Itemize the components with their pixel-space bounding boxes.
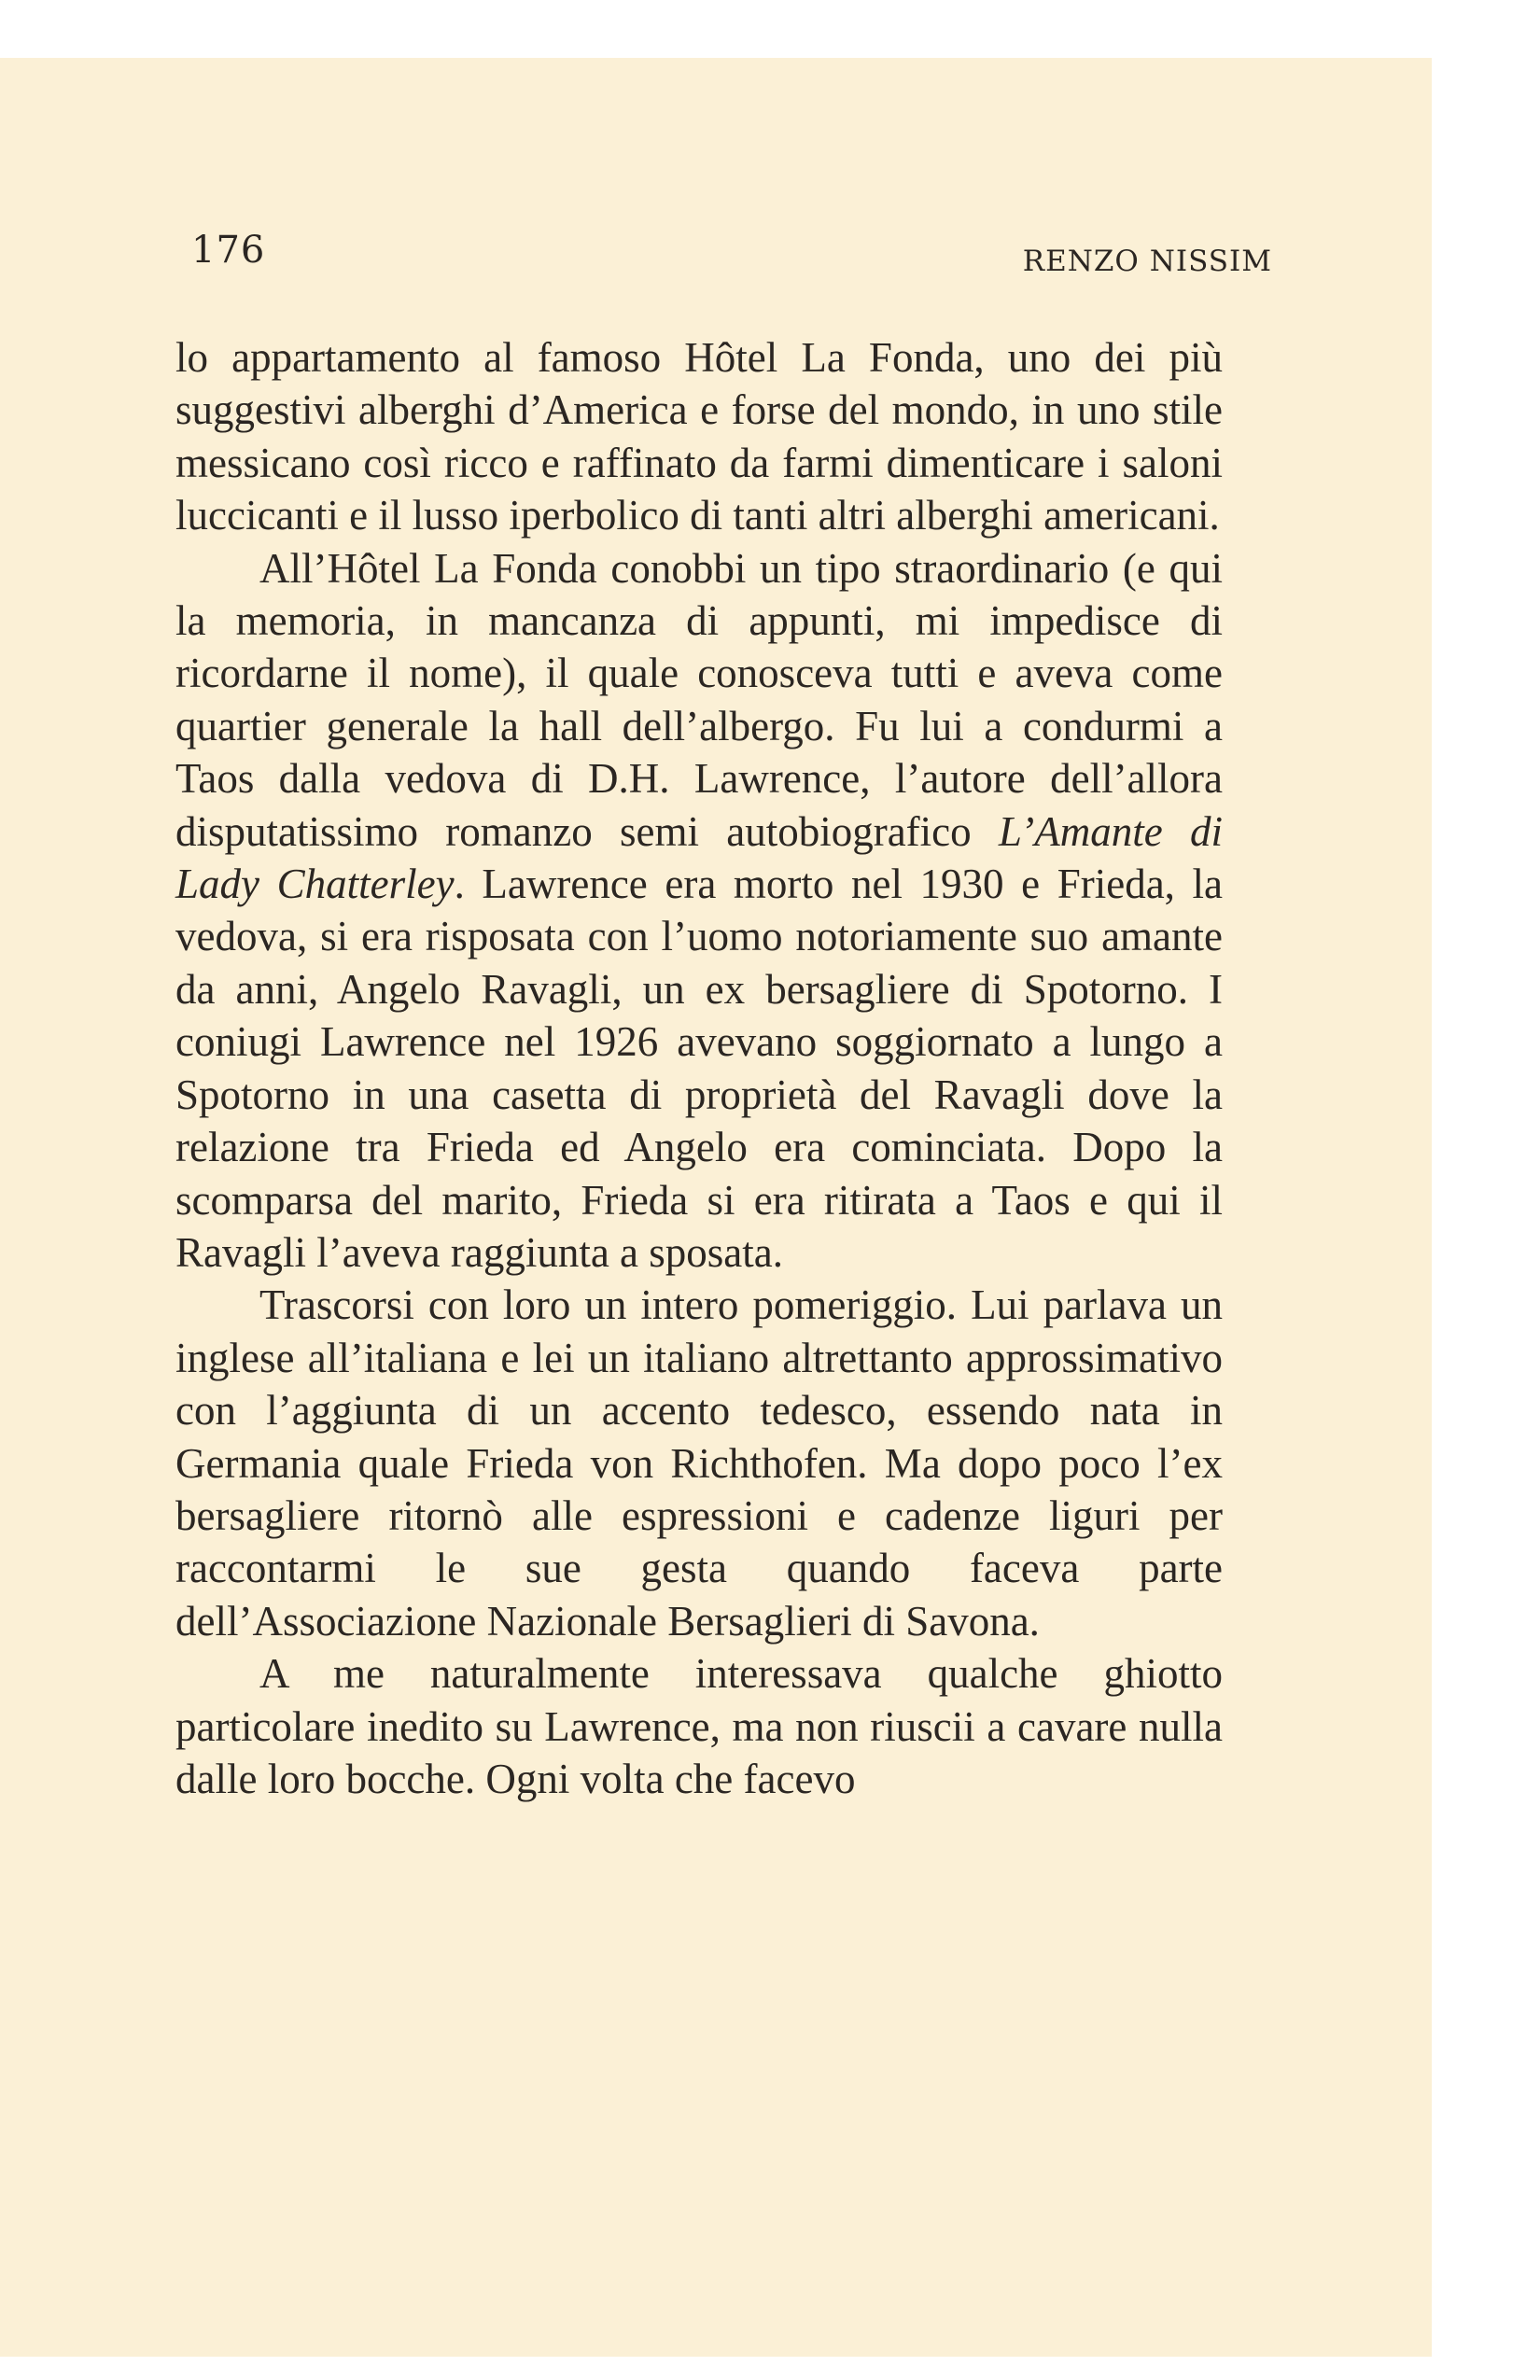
paragraph: Trascorsi con loro un intero pomeriggio. Lui parlava un inglese all’italiana e lei un italiano altrettanto approssimativo con l’aggiunta di un accento tedesco, essendo nata in Germania quale Frieda von Richthofen. Ma dopo poco l’ex bersagliere ritornò alle espressioni e cadenze liguri per raccontarmi le sue gesta quando faceva parte dell’Associazione Nazionale Bersaglieri di Savona. (175, 1281, 1223, 1645)
paragraph: lo appartamento al famoso Hôtel La Fonda, uno dei più suggestivi alberghi d’America e forse del mondo, in uno stile messicano così ricco e raffinato da farmi dimenticare i saloni luccicanti e il lusso iperbolico di tanti altri alberghi americani. (175, 334, 1223, 539)
body-text (175, 331, 1223, 1805)
paragraph: A me naturalmente interessava qualche ghiotto particolare inedito su Lawrence, ma non riuscii a cavare nulla dalle loro bocche. Ogni volta che facevo (175, 1650, 1223, 1802)
running-head: RENZO NISSIM (1022, 245, 1272, 278)
paragraph (175, 542, 1223, 1280)
paragraph-text: All’Hôtel La Fonda conobbi un tipo straordinario (e qui la memoria, in mancanza di appunti, mi impedisce di ricordarne il nome), il quale conosceva tutti e aveva come quartier generale la hall dell’albergo. Fu lui a condurmi a Taos dalla vedova di D.H. Lawrence, l’autore dell’allora disputatissimo romanzo semi autobiografico (175, 544, 1223, 855)
page-number: 176 (191, 229, 266, 272)
paragraph-text: . Lawrence era morto nel 1930 e Frieda, la vedova, si era risposata con l’uomo notoriamente suo amante da anni, Angelo Ravagli, un ex bersagliere di Spotorno. I coniugi Lawrence nel 1926 avevano soggiornato a lungo a Spotorno in una casetta di proprietà del Ravagli dove la relazione tra Frieda ed Angelo era cominciata. Dopo la scomparsa del marito, Frieda si era ritirata a Taos e qui il Ravagli l’aveva raggiunta a sposata. (175, 861, 1223, 1276)
book-title: L’Amante di Lady Chatterley (175, 807, 1223, 908)
